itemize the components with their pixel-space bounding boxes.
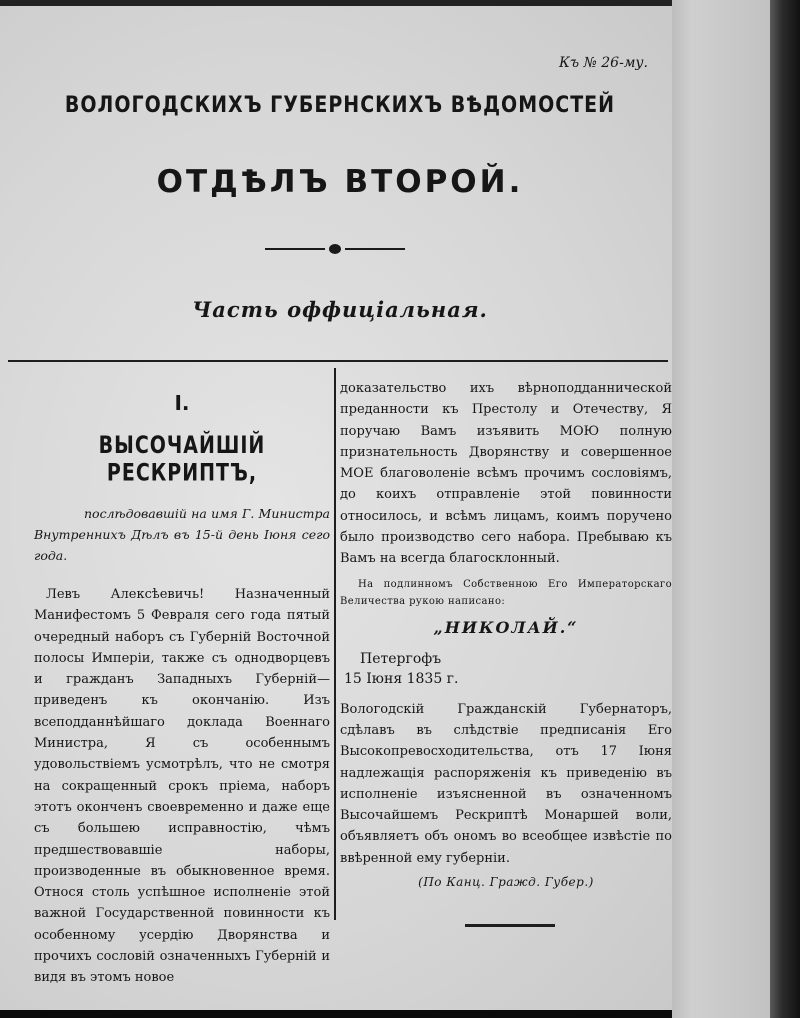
article-body-right: доказательство ихъ вѣрноподданнической преданности къ Престолу и Отечеству, Я поручаю Вамъ изъявить МОЮ полную признательность Дворянству и совершенное МОЕ благоволеніе всѣмъ прочимъ сословіямъ, до коихъ отправленіе этой повинности относилось, и всѣмъ лицамъ, коимъ поручено было производство сего набора. Пребываю къ Вамъ на всегда благосклонный. <box>340 381 672 567</box>
masthead: ВОЛОГОДСКИХЪ ГУБЕРНСКИХЪ ВѢДОМОСТЕЙ <box>64 92 616 118</box>
article-title: ВЫСОЧАЙШІЙ РЕСКРИПТЪ, <box>98 431 266 487</box>
article-number: I. <box>174 391 190 415</box>
left-column <box>34 385 330 989</box>
governor-announcement: Вологодскій Гражданскій Губернаторъ, сдѣлавъ въ слѣдствіе предписанія Его Высокопревосходительства, отъ 17 Іюня надлежащія распоряженія къ приведенію въ исполненіе изъясненной въ означенномъ Высочайшемъ Рескриптѣ Монаршей воли, объявляетъ объ ономъ во всеобщее извѣстіе по ввѣренной ему губерніи. <box>340 701 672 866</box>
ornament-line-right <box>345 248 405 250</box>
page-top-edge <box>0 0 672 6</box>
header-rule <box>8 360 668 362</box>
article-subtitle: послѣдовавшій на имя Г. Министра Внутреннихъ Дѣлъ въ 15-й день Іюня сего года. <box>34 506 330 563</box>
ornament-line-left <box>265 248 325 250</box>
place-line: Петергофъ <box>360 650 442 667</box>
source-note: (По Канц. Гражд. Губер.) <box>418 875 594 890</box>
right-column <box>340 378 672 889</box>
issue-reference: Къ № 26-му. <box>558 55 648 71</box>
ornament-center <box>329 244 341 254</box>
imperial-signature: „НИКОЛАЙ.“ <box>433 617 579 637</box>
column-divider <box>334 368 336 920</box>
subsection-title: Часть оффиціальная. <box>192 297 488 322</box>
facing-page-edge <box>672 0 770 1018</box>
article-body-left: Левъ Алексѣевичь! Назначенный Манифестомъ 5 Февраля сего года пятый очередный наборъ съ Губерній Восточной полосы Имперіи, также съ однодворцевъ и гражданъ Западныхъ Губерній—приведенъ къ окончанію. Изъ всеподданнѣйшаго доклада Военнаго Министра, Я съ особеннымъ удовольствіемъ усмотрѣлъ, что не смотря на сокращенный срокъ пріема, наборъ этотъ оконченъ своевременно и даже еще съ большею исправностію, чѣмъ предшествовавшіе наборы, производенные въ обыкновенное время. Относя столь успѣшное исполненіе этой важной Государственной повинности къ особенному усердію Дворянства и прочихъ сословій означенныхъ Губерній и видя въ этомъ новое <box>34 587 330 986</box>
date-line: 15 Іюня 1835 г. <box>344 670 459 687</box>
ornament-divider <box>265 244 405 254</box>
section-title: ОТДѢЛЪ ВТОРОЙ. <box>156 164 524 200</box>
end-rule <box>465 924 555 927</box>
signature-note: На подлинномъ Собственною Его Императорскаго Величества рукою написано: <box>340 578 672 607</box>
book-spine <box>770 0 800 1018</box>
